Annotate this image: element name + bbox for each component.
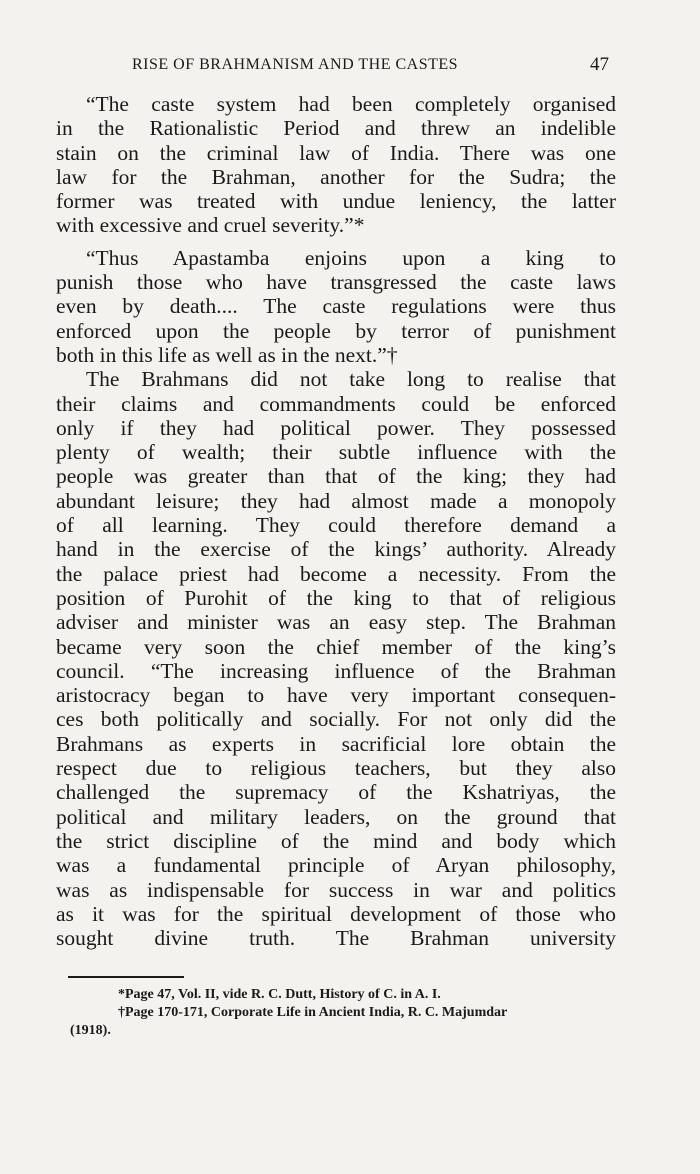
text-line: became very soon the chief member of the king’s <box>56 634 616 659</box>
text-line: was a fundamental principle of Aryan philosophy, <box>56 853 616 878</box>
text-line: political and military leaders, on the ground that <box>56 804 616 829</box>
footnote-rule <box>68 976 184 978</box>
text-line: adviser and minister was an easy step. The Brahman <box>56 610 616 635</box>
text-line: Brahmans as experts in sacrificial lore obtain the <box>56 731 616 756</box>
text-line: position of Purohit of the king to that of religious <box>56 585 616 610</box>
footnote-2: †Page 170-171, Corporate Life in Ancient India, R. C. Majumdar <box>118 1005 508 1020</box>
page-header <box>0 56 700 82</box>
text-line: ces both politically and socially. For not only did the <box>56 707 616 732</box>
text-line: with excessive and cruel severity.”* <box>56 213 365 238</box>
text-line: former was treated with undue leniency, the latter <box>56 189 616 214</box>
text-line: The Brahmans did not take long to realise that <box>86 367 616 392</box>
text-line: the palace priest had become a necessity. From the <box>56 561 616 586</box>
text-line: “The caste system had been completely organised <box>86 92 616 116</box>
text-line: challenged the supremacy of the Kshatriyas, the <box>56 780 616 805</box>
text-line: aristocracy began to have very important consequen- <box>56 683 616 708</box>
text-line: council. “The increasing influence of the Brahman <box>56 658 616 683</box>
body-text <box>56 92 616 950</box>
text-line: both in this life as well as in the next.”† <box>56 342 398 367</box>
page-number: 47 <box>590 54 609 75</box>
text-line: law for the Brahman, another for the Sudra; the <box>56 164 616 189</box>
text-line: abundant leisure; they had almost made a monopoly <box>56 488 616 513</box>
text-line: respect due to religious teachers, but they also <box>56 756 616 781</box>
text-line: was as indispensable for success in war and politics <box>56 877 616 902</box>
footnotes <box>70 986 640 1040</box>
text-line: “Thus Apastamba enjoins upon a king to <box>86 245 616 270</box>
text-line: people was greater than that of the king; they had <box>56 464 616 489</box>
footnote-1: *Page 47, Vol. II, vide R. C. Dutt, History of C. in A. I. <box>118 987 441 1002</box>
text-line: their claims and commandments could be enforced <box>56 391 616 416</box>
text-line: enforced upon the people by terror of punishment <box>56 318 616 343</box>
text-line: the strict discipline of the mind and body which <box>56 828 616 853</box>
text-line: plenty of wealth; their subtle influence with the <box>56 440 616 465</box>
text-line: only if they had political power. They possessed <box>56 415 616 440</box>
footnote-2-continued: (1918). <box>70 1023 111 1038</box>
text-line: as it was for the spiritual development of those who <box>56 901 616 926</box>
text-line: hand in the exercise of the kings’ authority. Already <box>56 537 616 562</box>
text-line: sought divine truth. The Brahman university <box>56 926 616 951</box>
text-line: punish those who have transgressed the caste laws <box>56 270 616 295</box>
text-line: of all learning. They could therefore demand a <box>56 513 616 538</box>
text-line: stain on the criminal law of India. There was one <box>56 140 616 165</box>
running-title: RISE OF BRAHMANISM AND THE CASTES <box>132 56 459 73</box>
text-line: in the Rationalistic Period and threw an indelible <box>56 116 616 141</box>
text-line: even by death.... The caste regulations were thus <box>56 294 616 319</box>
